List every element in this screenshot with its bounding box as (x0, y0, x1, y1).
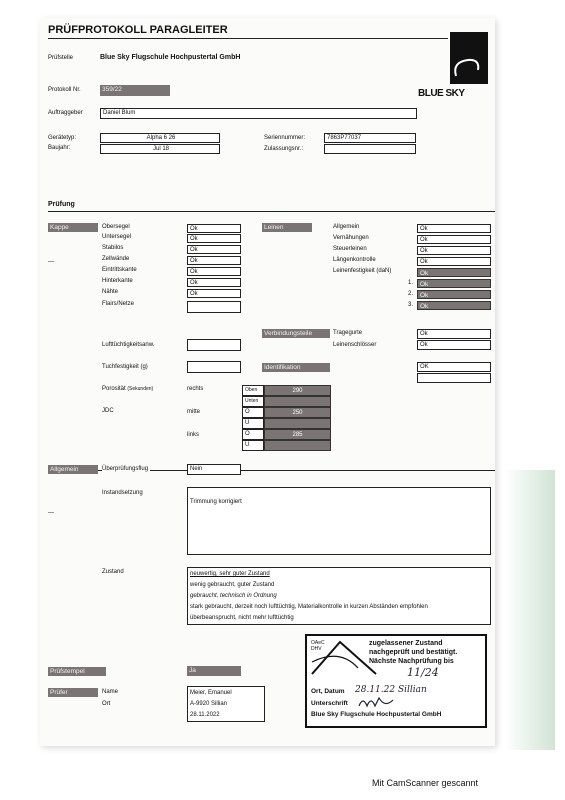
stamp-badge: OAeC DHV (311, 640, 325, 652)
festigkeit-num: 2. (408, 291, 414, 297)
geraetetyp-field[interactable]: Alpha 6 26 (100, 133, 220, 143)
leinen-item-value[interactable]: Ok (417, 224, 491, 233)
seriennummer-label: Seriennummer: (264, 135, 306, 141)
logo-swoosh-icon (450, 32, 488, 84)
leinen-item-label: Vernähungen (333, 235, 369, 241)
kappe-item-value[interactable]: Ok (187, 289, 241, 298)
o-value[interactable]: 285 (264, 429, 331, 440)
kappe-item-label: Untersegel (102, 234, 132, 240)
pruefstelle-value: Blue Sky Flugschule Hochpustertal GmbH (100, 54, 241, 61)
kappe-item-value[interactable]: Ok (187, 234, 241, 243)
pruefstelle-label: Prüfstelle (48, 55, 74, 61)
ueberpruefungsflug-field[interactable]: Nein (187, 464, 241, 475)
kappe-item-value[interactable] (187, 301, 241, 313)
side-label: links (187, 432, 200, 438)
dash-mark: — (48, 259, 54, 265)
stamp-ort-datum-label: Ort, Datum (311, 688, 345, 695)
tragegurte-field[interactable]: Ok (417, 329, 491, 339)
tuchfestigkeit-field[interactable] (187, 361, 241, 373)
o-value[interactable]: 290 (264, 385, 331, 396)
lufttuechtigkeit-field[interactable] (187, 339, 241, 351)
pruefer-ort-label: Ort (102, 701, 111, 707)
kappe-item-label: Zellwände (102, 256, 130, 262)
zulassung-field[interactable] (324, 144, 416, 154)
pruefstempel-field[interactable]: Ja (187, 666, 241, 676)
kappe-item-label: Stabilos (102, 245, 124, 251)
leinen-item-label: Leinenfestigkeit (daN) (333, 268, 392, 274)
leinen-item-label: Steuerleinen (333, 246, 367, 252)
stamp-line1: zugelassener Zustand (369, 640, 443, 647)
u-value[interactable] (264, 418, 331, 429)
kappe-item-label: Eintrittskante (102, 267, 137, 273)
leinen-item-value[interactable]: Ok (417, 246, 491, 255)
tragegurte-label: Tragegurte (333, 330, 363, 336)
zustand-option-selected[interactable]: neuwertig, sehr guter Zustand (190, 571, 270, 577)
kappe-item-label: Nähte (102, 289, 119, 295)
pruefer-label: Prüfer (48, 688, 98, 697)
jdc-label: JDC (102, 408, 114, 414)
verbindungsteile-label: Verbindungsteile (262, 329, 330, 338)
instandsetzung-label: Instandsetzung (102, 490, 143, 496)
o-value[interactable]: 250 (264, 407, 331, 418)
pruefer-ort-value[interactable]: A-9920 Sillian (190, 701, 228, 707)
seriennummer-field[interactable]: 7863P77037 (324, 133, 416, 143)
allgemein-label: Allgemein (48, 465, 98, 474)
tuchfestigkeit-label: Tuchfestigkeit (g) (102, 364, 148, 370)
festigkeit-value[interactable]: Ok (417, 290, 491, 299)
pruefer-name-value[interactable]: Meier, Emanuel (190, 690, 232, 696)
zustand-option[interactable]: stark gebraucht, derzeit noch lufttüchtig, Materialkontrolle in kurzen Abständen empfohlen (190, 604, 428, 610)
pruefer-name-label: Name (102, 689, 119, 695)
scanner-note: Mit CamScanner gescannt (372, 778, 479, 788)
stamp-next-date: 11/24 (407, 666, 439, 679)
kappe-label: Kappe (48, 223, 98, 232)
document-title: PRÜFPROTOKOLL PARAGLEITER (48, 24, 228, 36)
leinen-item-value[interactable]: Ok (417, 268, 491, 277)
lufttuechtigkeit-label: Lufttüchtigkeitsanw. (102, 342, 155, 348)
stamp-ort-datum-value: 28.11.22 Sillian (355, 685, 427, 695)
kappe-item-label: Obersegel (102, 224, 130, 230)
identifikation-label: Identifikation (262, 363, 330, 372)
festigkeit-value[interactable]: Ok (417, 301, 491, 310)
identifikation-extra-field[interactable] (417, 373, 491, 383)
approval-stamp (305, 634, 487, 728)
leinenschloesser-field[interactable]: Ok (417, 340, 491, 350)
leinenschloesser-label: Leinenschlösser (333, 342, 377, 348)
o-label: Oben (242, 385, 264, 396)
pruefer-block (187, 686, 265, 722)
stamp-unterschrift-label: Unterschrift (311, 700, 348, 707)
auftraggeber-field[interactable]: Daniel Blum (100, 108, 417, 119)
zustand-option[interactable]: überbeansprucht, nicht mehr lufttüchtig (190, 615, 294, 621)
o-label: O (242, 407, 264, 418)
logo (450, 32, 488, 84)
festigkeit-num: 1. (408, 280, 414, 286)
protokoll-field[interactable]: 359/22 (100, 85, 170, 96)
o-label: O (242, 429, 264, 440)
baujahr-label: Baujahr: (48, 145, 71, 151)
leinen-label: Leinen (262, 223, 312, 232)
u-label: U (242, 440, 264, 451)
zustand-option[interactable]: wenig gebraucht, guter Zustand (190, 582, 275, 588)
baujahr-field[interactable]: Jul 18 (100, 144, 220, 154)
zustand-options (187, 567, 491, 625)
pruefung-title: Prüfung (48, 201, 75, 208)
geraetetyp-label: Gerätetyp: (48, 135, 77, 141)
zulassung-label: Zulassungsnr.: (264, 146, 304, 152)
stamp-footer: Blue Sky Flugschule Hochpustertal GmbH (311, 711, 442, 718)
leinen-item-value[interactable]: Ok (417, 235, 491, 244)
identifikation-field[interactable]: OK (417, 362, 491, 372)
u-value[interactable] (264, 440, 331, 451)
pruefstempel-label: Prüfstempel (48, 667, 106, 676)
side-label: rechts (187, 386, 204, 392)
leinen-item-label: Allgemein (333, 224, 360, 230)
page-stain (505, 470, 555, 750)
u-label: Unten (242, 396, 264, 407)
ueberpruefungsflug-label: Überprüfungsflug (102, 466, 149, 472)
u-value[interactable] (264, 396, 331, 407)
zustand-option[interactable]: gebraucht, technisch in Ordnung (190, 593, 277, 599)
kappe-item-label: Hinterkante (102, 278, 133, 284)
signature-icon (357, 694, 397, 710)
document-page (40, 18, 495, 746)
protokoll-label: Protokoll Nr. (48, 87, 81, 93)
leinen-item-label: Längenkontrolle (333, 257, 376, 263)
stamp-line3: Nächste Nachprüfung bis (369, 658, 454, 665)
pruefer-date-value[interactable]: 28.11.2022 (190, 712, 220, 718)
festigkeit-value[interactable]: Ok (417, 279, 491, 288)
zustand-label: Zustand (102, 569, 124, 575)
auftraggeber-label: Auftraggeber (48, 110, 83, 116)
side-label: mitte (187, 409, 201, 415)
logo-text: BLUE SKY (418, 88, 465, 99)
u-label: U (242, 418, 264, 429)
festigkeit-num: 3. (408, 302, 414, 308)
porositaet-label: Porosität (Sekunden) (102, 386, 154, 392)
stamp-line2: nachgeprüft und bestätigt. (369, 649, 458, 656)
kappe-item-value[interactable]: Ok (187, 256, 241, 265)
instandsetzung-field[interactable]: Trimmung korrigiert (187, 487, 491, 555)
kappe-item-label: Flairs/Netze (102, 301, 135, 307)
kappe-item-value[interactable]: Ok (187, 224, 241, 233)
leinen-item-value[interactable]: Ok (417, 257, 491, 266)
kappe-item-value[interactable]: Ok (187, 245, 241, 254)
kappe-item-value[interactable]: Ok (187, 267, 241, 276)
kappe-item-value[interactable]: Ok (187, 278, 241, 287)
dash-mark: — (48, 510, 54, 516)
